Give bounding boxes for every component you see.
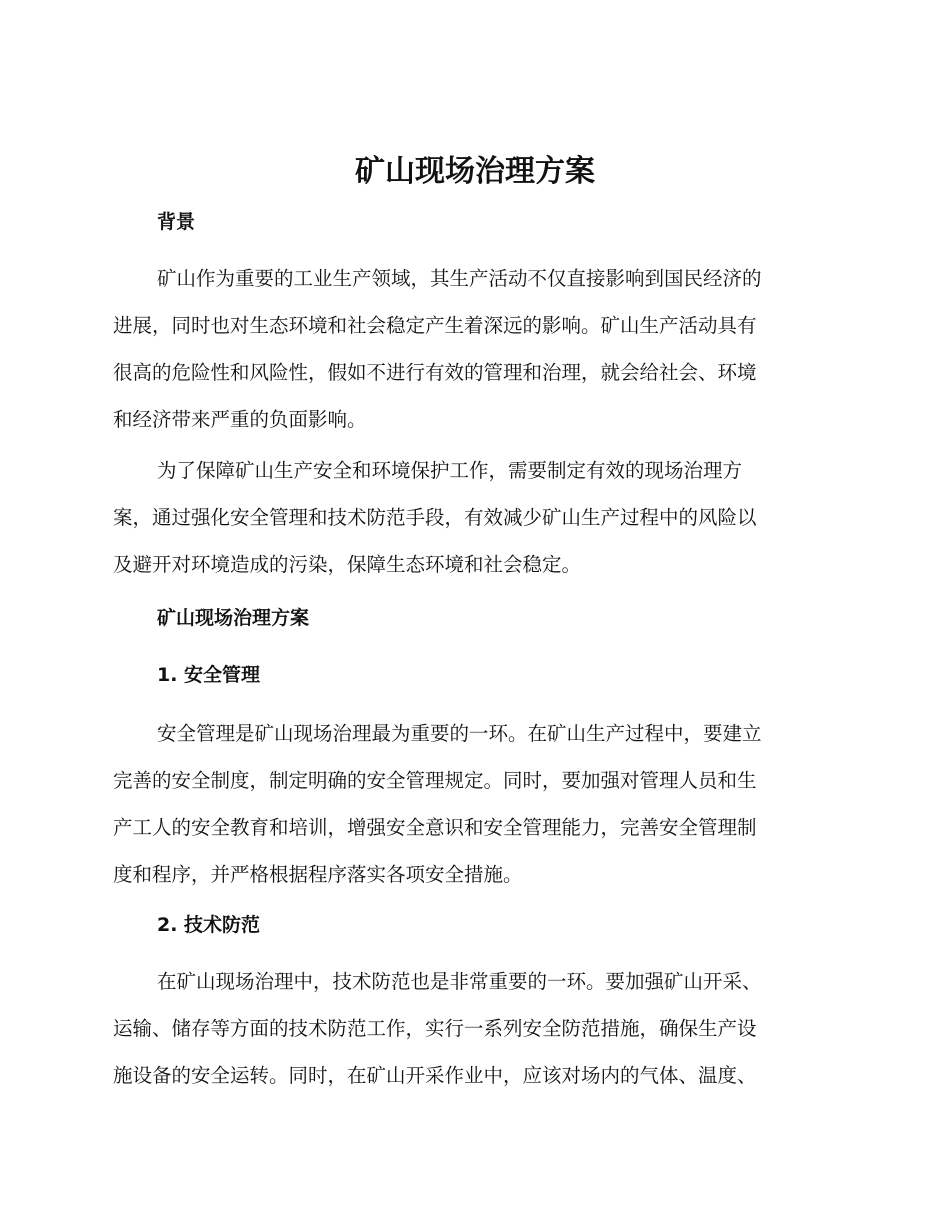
- paragraph-line: 安全管理是矿山现场治理最为重要的一环。在矿山生产过程中，要建立: [157, 722, 762, 745]
- paragraph-line: 为了保障矿山生产安全和环境保护工作，需要制定有效的现场治理方: [157, 459, 743, 482]
- paragraph-line: 产工人的安全教育和培训，增强安全意识和安全管理能力，完善安全管理制: [113, 816, 757, 839]
- paragraph-line: 案，通过强化安全管理和技术防范手段，有效减少矿山生产过程中的风险以: [113, 506, 757, 529]
- safety-management-heading: 1. 安全管理: [157, 664, 261, 686]
- paragraph-line: 很高的危险性和风险性，假如不进行有效的管理和治理，就会给社会、环境: [113, 361, 757, 384]
- paragraph-line: 完善的安全制度，制定明确的安全管理规定。同时，要加强对管理人员和生: [113, 769, 757, 792]
- paragraph-line: 和经济带来严重的负面影响。: [113, 408, 367, 431]
- paragraph-line: 及避开对环境造成的污染，保障生态环境和社会稳定。: [113, 553, 582, 576]
- plan-heading: 矿山现场治理方案: [157, 607, 310, 629]
- background-paragraph-2: [113, 447, 833, 588]
- paragraph-line: 矿山作为重要的工业生产领域，其生产活动不仅直接影响到国民经济的: [157, 267, 762, 290]
- paragraph-line: 运输、储存等方面的技术防范工作，实行一系列安全防范措施，确保生产设: [113, 1017, 757, 1040]
- paragraph-line: 在矿山现场治理中，技术防范也是非常重要的一环。要加强矿山开采、: [157, 970, 762, 993]
- paragraph-line: 度和程序，并严格根据程序落实各项安全措施。: [113, 863, 523, 886]
- technical-prevention-paragraph: [113, 958, 833, 1099]
- background-paragraph-1: [113, 255, 833, 443]
- paragraph-line: 进展，同时也对生态环境和社会稳定产生着深远的影响。矿山生产活动具有: [113, 314, 757, 337]
- technical-prevention-heading: 2. 技术防范: [157, 914, 261, 936]
- safety-management-paragraph: [113, 710, 833, 898]
- paragraph-line: 施设备的安全运转。同时，在矿山开采作业中，应该对场内的气体、温度、: [113, 1064, 757, 1087]
- background-heading: 背景: [157, 211, 196, 233]
- document-title: 矿山现场治理方案: [355, 154, 595, 189]
